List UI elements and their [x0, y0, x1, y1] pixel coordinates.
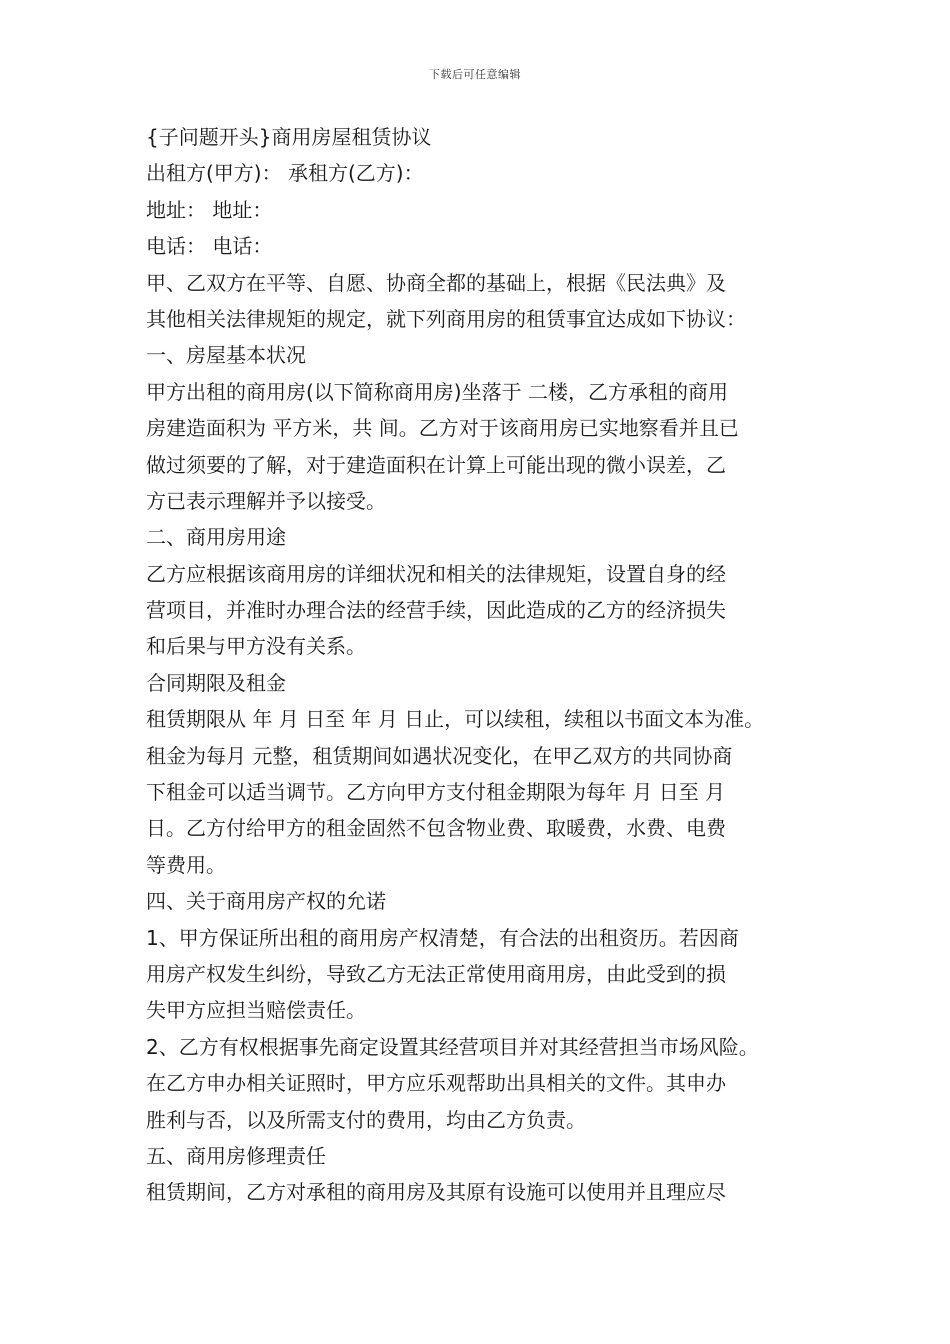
text-line: 出租方(甲方)： 承租方(乙方)：	[146, 161, 424, 186]
text-line: 下租金可以适当调节。乙方向甲方支付租金期限为每年 月 日至 月	[146, 780, 726, 805]
text-line: 在乙方申办相关证照时，甲方应乐观帮助出具相关的文件。其申办	[146, 1071, 726, 1096]
text-line: 日。乙方付给甲方的租金固然不包含物业费、取暖费，水费、电费	[146, 816, 726, 841]
text-line: 二、商用房用途	[146, 525, 286, 550]
text-line: 方已表示理解并予以接受。	[146, 488, 386, 513]
text-line: 合同期限及租金	[146, 670, 286, 695]
document-body	[146, 119, 836, 1211]
text-line: 等费用。	[146, 852, 226, 877]
text-line: 甲、乙双方在平等、自愿、协商全都的基础上，根据《民法典》及	[146, 270, 726, 295]
text-line: 其他相关法律规矩的规定，就下列商用房的租赁事宜达成如下协议：	[146, 306, 746, 331]
text-line: 和后果与甲方没有关系。	[146, 634, 366, 659]
text-line: 电话： 电话：	[146, 234, 273, 259]
text-line: 营项目，并准时办理合法的经营手续，因此造成的乙方的经济损失	[146, 598, 726, 623]
text-line: 用房产权发生纠纷，导致乙方无法正常使用商用房，由此受到的损	[146, 961, 726, 986]
document-title: {子问题开头}商用房屋租赁协议	[146, 125, 432, 149]
text-line: 乙方应根据该商用房的详细状况和相关的法律规矩，设置自身的经	[146, 561, 726, 586]
page-header: 下载后可任意编辑	[429, 68, 521, 81]
text-line: 地址： 地址：	[146, 197, 273, 222]
text-line: 一、房屋基本状况	[146, 343, 306, 368]
text-line: 失甲方应担当赔偿责任。	[146, 998, 366, 1023]
text-line: 五、商用房修理责任	[146, 1143, 326, 1168]
text-line: 四、关于商用房产权的允诺	[146, 889, 386, 914]
text-line: 1、甲方保证所出租的商用房产权清楚，有合法的出租资历。若因商	[146, 925, 739, 950]
text-line: 2、乙方有权根据事先商定设置其经营项目并对其经营担当市场风险。	[146, 1034, 759, 1059]
text-line: 胜利与否，以及所需支付的费用，均由乙方负责。	[146, 1107, 586, 1132]
text-line: 做过须要的了解，对于建造面积在计算上可能出现的微小误差，乙	[146, 452, 726, 477]
text-line: 甲方出租的商用房(以下简称商用房)坐落于 二楼，乙方承租的商用	[146, 379, 728, 404]
text-line: 租赁期间，乙方对承租的商用房及其原有设施可以使用并且理应尽	[146, 1180, 726, 1205]
text-line: 房建造面积为 平方米，共 间。乙方对于该商用房已实地察看并且已	[146, 416, 739, 441]
text-line: 租金为每月 元整，租赁期间如遇状况变化，在甲乙双方的共同协商	[146, 743, 733, 768]
text-line: 租赁期限从 年 月 日至 年 月 日止，可以续租，续租以书面文本为准。	[146, 707, 765, 732]
